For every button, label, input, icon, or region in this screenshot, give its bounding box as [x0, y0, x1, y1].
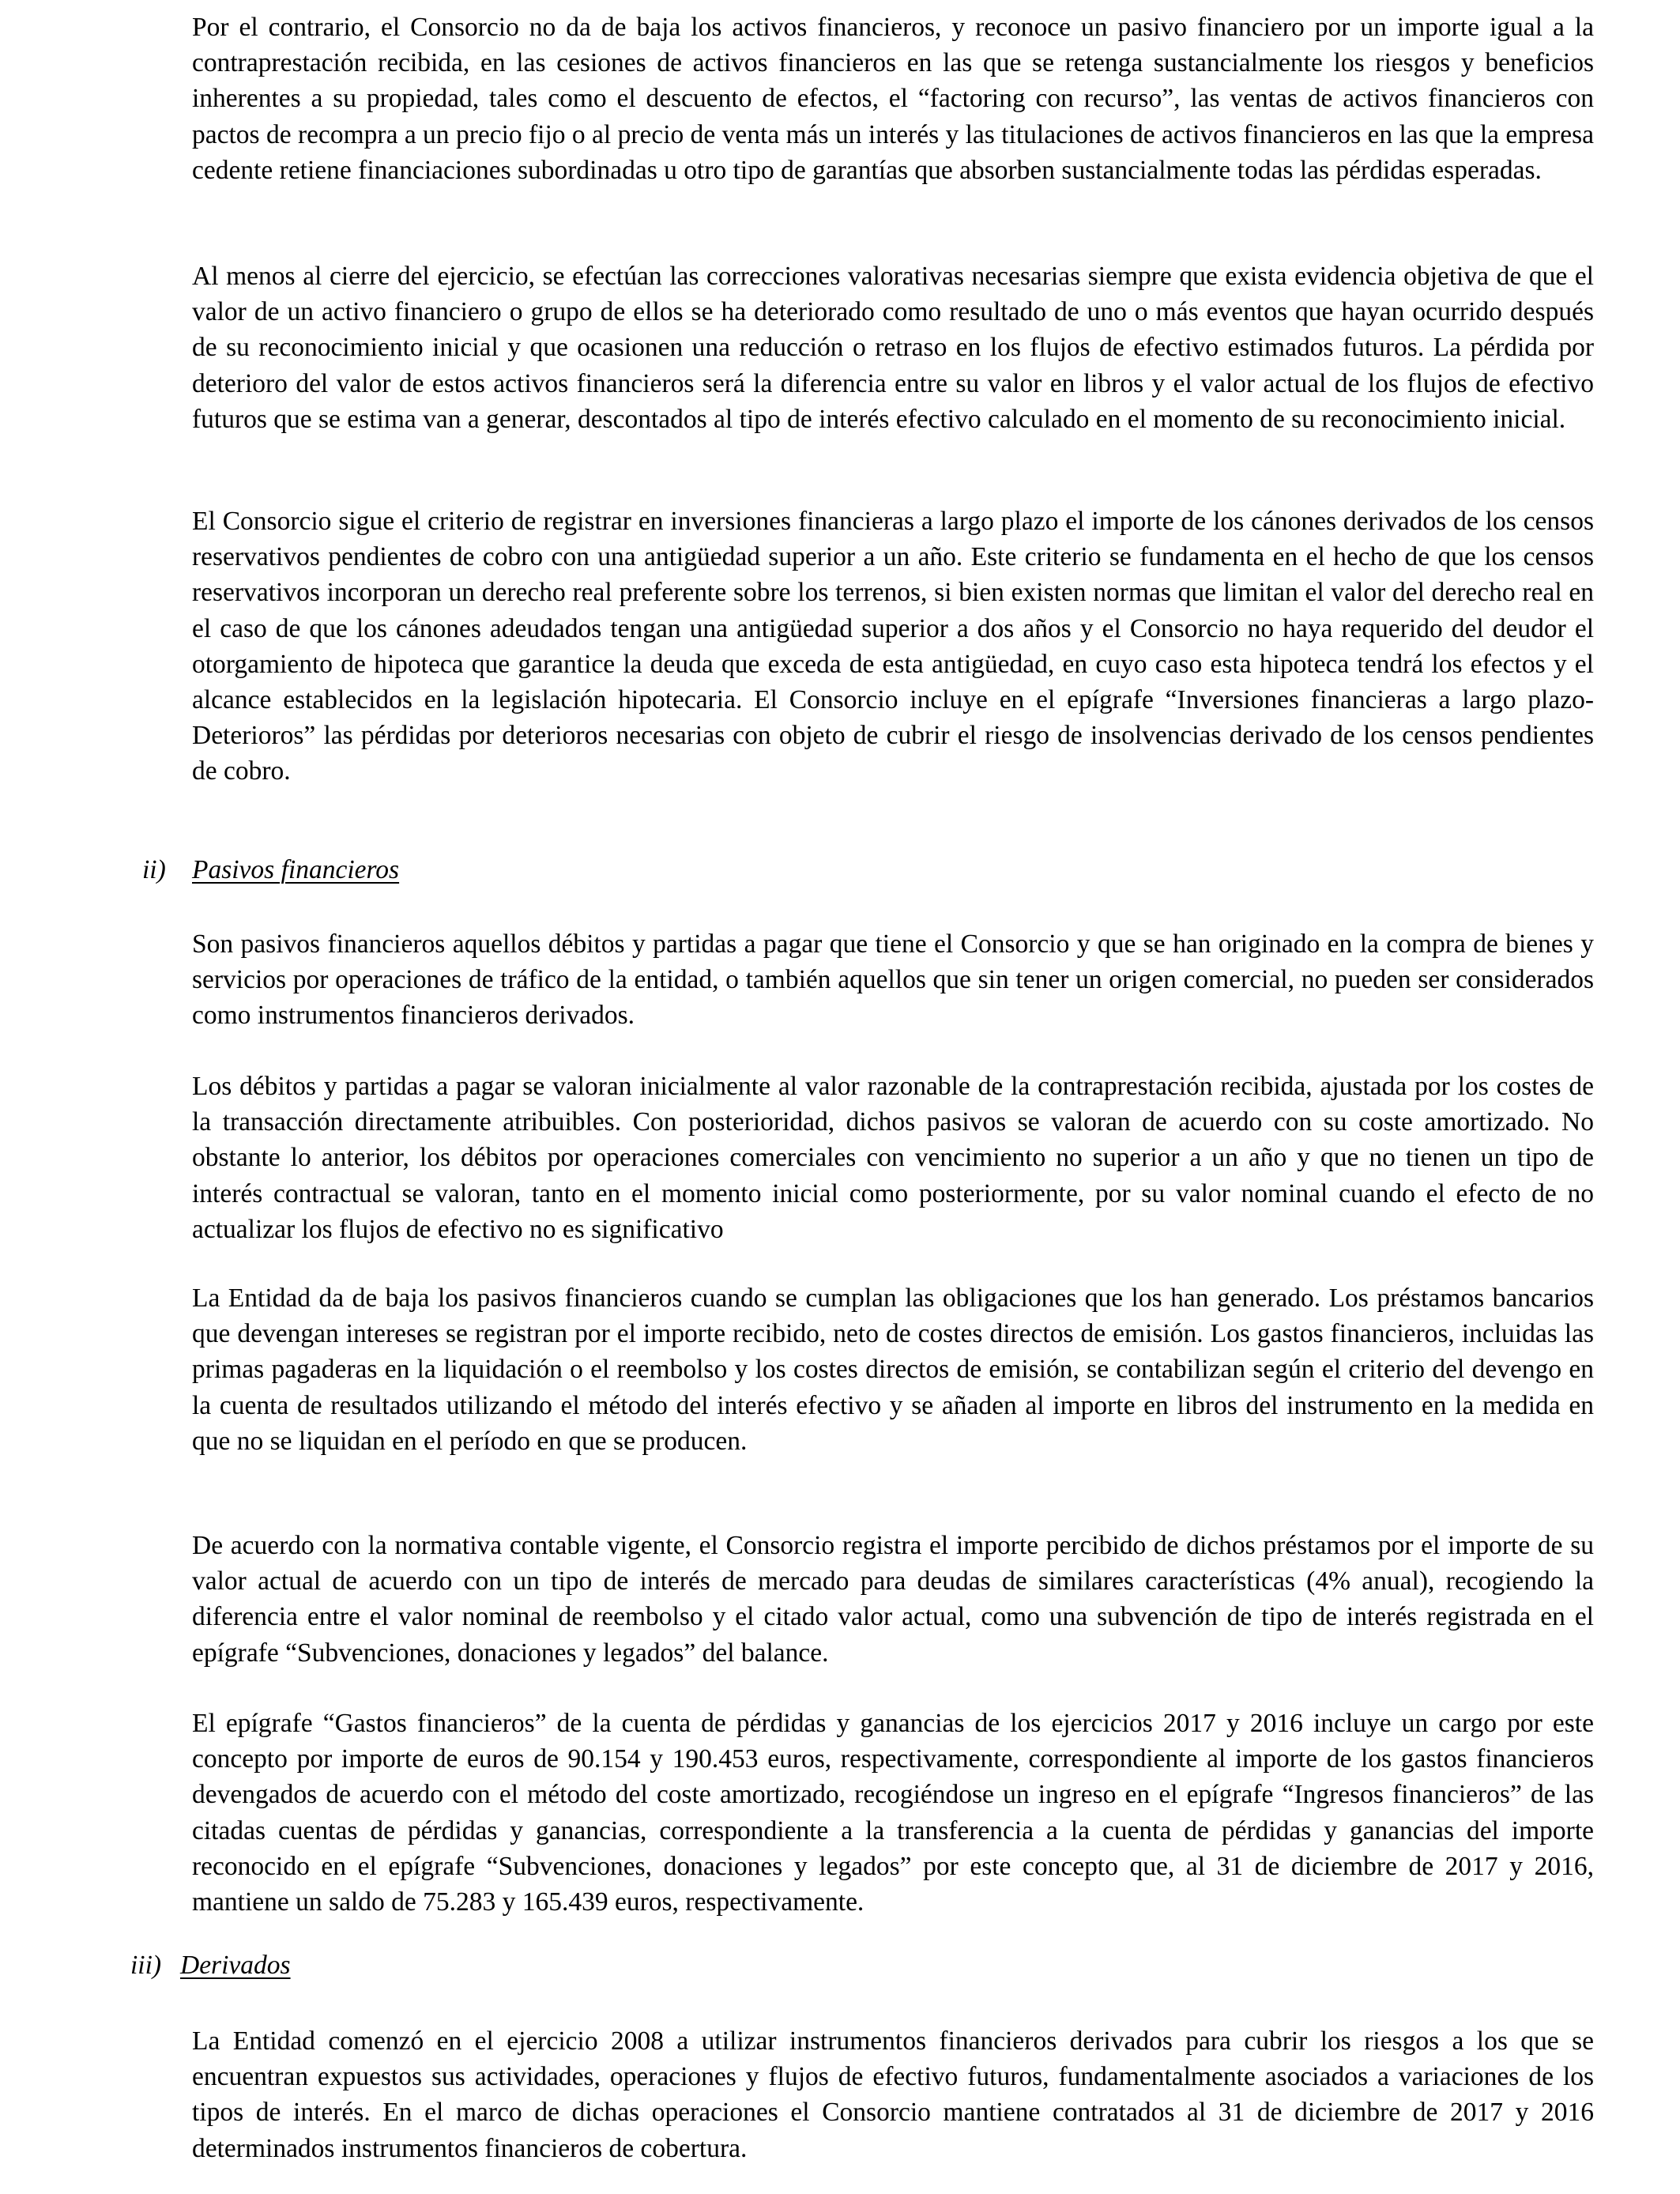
section-heading-pasivos-financieros	[142, 852, 399, 888]
section-heading-derivados	[130, 1947, 291, 1983]
section-title: Pasivos financieros	[192, 855, 400, 884]
paragraph-debitos-valoracion: Los débitos y partidas a pagar se valoran inicialmente al valor razonable de la contraprestación recibida, ajustada por los costes de la transacción directamente atribuibles. Con posterioridad, dichos pasivos se valoran de acuerdo con su coste amortizado. No obstante lo anterior, los débitos por operaciones comerciales con vencimiento no superior a un año y que no tienen un tipo de interés contractual se valoran, tanto en el momento inicial como posteriormente, por su valor nominal cuando el efecto de no actualizar los flujos de efectivo no es significativo	[192, 1072, 1594, 1244]
paragraph-derivados-cobertura: La Entidad comenzó en el ejercicio 2008 a utilizar instrumentos financieros derivados para cubrir los riesgos a los que se encuentran expuestos sus actividades, operaciones y flujos de efectivo futuros, fundamentalmente asociados a variaciones de los tipos de interés. En el marco de dichas operaciones el Consorcio mantiene contratados al 31 de diciembre de 2017 y 2016 determinados instrumentos financieros de cobertura.	[192, 2026, 1594, 2163]
paragraph-derecognition: Por el contrario, el Consorcio no da de baja los activos financieros, y reconoce un pasivo financiero por un importe igual a la contraprestación recibida, en las cesiones de activos financieros en las que se retenga sustancialmente los riesgos y beneficios inherentes a su propiedad, tales como el descuento de efectos, el “factoring con recurso”, las ventas de activos financieros con pactos de recompra a un precio fijo o al precio de venta más un interés y las titulaciones de activos financieros en las que la empresa cedente retiene financiaciones subordinadas u otro tipo de garantías que absorben sustancialmente todas las pérdidas esperadas.	[192, 13, 1594, 185]
section-numeral: iii)	[130, 1951, 162, 1980]
paragraph-subvencion-tipo-interes: De acuerdo con la normativa contable vigente, el Consorcio registra el importe percibido de dichos préstamos por el importe de su valor actual de acuerdo con un tipo de interés de mercado para deudas de similares características (4% anual), recogiendo la diferencia entre el valor nominal de reembolso y el citado valor actual, como una subvención de tipo de interés registrada en el epígrafe “Subvenciones, donaciones y legados” del balance.	[192, 1531, 1594, 1668]
paragraph-impairment: Al menos al cierre del ejercicio, se efectúan las correcciones valorativas necesarias siempre que exista evidencia objetiva de que el valor de un activo financiero o grupo de ellos se ha deteriorado como resultado de uno o más eventos que hayan ocurrido después de su reconocimiento inicial y que ocasionen una reducción o retraso en los flujos de efectivo estimados futuros. La pérdida por deterioro del valor de estos activos financieros será la diferencia entre su valor en libros y el valor actual de los flujos de efectivo futuros que se estima van a generar, descontados al tipo de interés efectivo calculado en el momento de su reconocimiento inicial.	[192, 262, 1594, 434]
paragraph-censos-reservativos: El Consorcio sigue el criterio de registrar en inversiones financieras a largo plazo el importe de los cánones derivados de los censos reservativos pendientes de cobro con una antigüedad superior a un año. Este criterio se fundamenta en el hecho de que los censos reservativos incorporan un derecho real preferente sobre los terrenos, si bien existen normas que limitan el valor del derecho real en el caso de que los cánones adeudados tengan una antigüedad superior a dos años y el Consorcio no haya requerido del deudor el otorgamiento de hipoteca que garantice la deuda que exceda de esta antigüedad, en cuyo caso esta hipoteca tendrá los efectos y el alcance establecidos en la legislación hipotecaria. El Consorcio incluye en el epígrafe “Inversiones financieras a largo plazo-Deterioros” las pérdidas por deterioros necesarias con objeto de cubrir el riesgo de insolvencias derivado de los censos pendientes de cobro.	[192, 507, 1594, 786]
section-numeral: ii)	[142, 855, 166, 884]
paragraph-baja-pasivos: La Entidad da de baja los pasivos financieros cuando se cumplan las obligaciones que los han generado. Los préstamos bancarios que devengan intereses se registran por el importe recibido, neto de costes directos de emisión. Los gastos financieros, incluidas las primas pagaderas en la liquidación o el reembolso y los costes directos de emisión, se contabilizan según el criterio del devengo en la cuenta de resultados utilizando el método del interés efectivo y se añaden al importe en libros del instrumento en la medida en que no se liquidan en el período en que se producen.	[192, 1284, 1594, 1456]
section-title: Derivados	[180, 1951, 291, 1980]
paragraph-pasivos-definition: Son pasivos financieros aquellos débitos y partidas a pagar que tiene el Consorcio y que se han originado en la compra de bienes y servicios por operaciones de tráfico de la entidad, o también aquellos que sin tener un origen comercial, no pueden ser considerados como instrumentos financieros derivados.	[192, 929, 1594, 1031]
paragraph-gastos-financieros: El epígrafe “Gastos financieros” de la cuenta de pérdidas y ganancias de los ejercicios 2017 y 2016 incluye un cargo por este concepto por importe de euros de 90.154 y 190.453 euros, respectivamente, correspondiente al importe de los gastos financieros devengados de acuerdo con el método del coste amortizado, recogiéndose un ingreso en el epígrafe “Ingresos financieros” de las citadas cuentas de pérdidas y ganancias, correspondiente a la transferencia a la cuenta de pérdidas y ganancias del importe reconocido en el epígrafe “Subvenciones, donaciones y legados” por este concepto que, al 31 de diciembre de 2017 y 2016, mantiene un saldo de 75.283 y 165.439 euros, respectivamente.	[192, 1709, 1594, 1917]
